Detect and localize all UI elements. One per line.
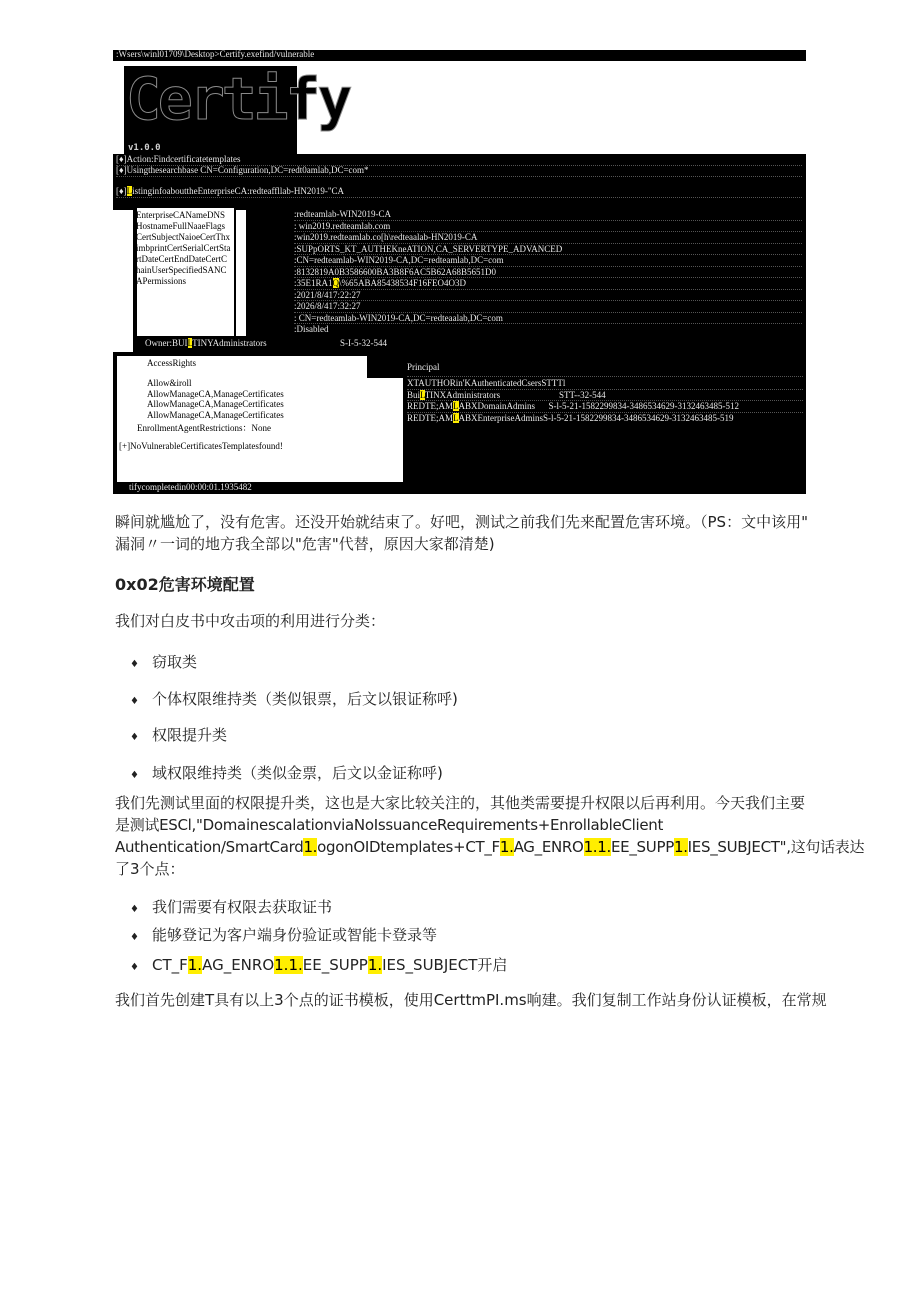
ca-value: :Disabled [294, 324, 329, 334]
principal-row: REDTE;AMLABXEnterpriseAdminsS-l-5-21-1582299834-3486534629-3132463485-519 [407, 412, 734, 423]
paragraph-esc1-line2: 是测试ESCl,"DomainescalationviaNoIssuanceRequirements+EnrollableClient [115, 816, 664, 834]
ca-label: imbprintCertSerialCertSta [136, 243, 231, 253]
terminal-path-bar [113, 50, 806, 61]
right-entry: Allow&iroll [147, 378, 192, 388]
search-base-line: [♦]Usingthesearchbase CN=Configuration,DC=redt0amlab,DC=com* [116, 165, 802, 177]
bullet-diamond-icon: ♦ [130, 659, 139, 670]
completed-text: tifycompletedin00:00:01.1935482 [129, 482, 252, 492]
ca-value: :win2019.redteamlab.co[h\redteaalab-HN2019-CA [294, 232, 802, 244]
ca-value: :SUPpORTS_KT_AUTHEKneATION,CA_SERVERTYPE_ADVANCED [294, 244, 802, 256]
right-entry: AllowManageCA,ManageCertificates [147, 409, 284, 420]
list-item: ♦ 我们需要有权限去获取证书 [130, 898, 333, 916]
principal-row: REDTE;AMLABXDomainAdmins S-l-5-21-1582299834-3486534629-3132463485-512 [407, 401, 803, 413]
access-rights-panel [113, 352, 405, 482]
paragraph-classification: 我们对白皮书中攻击项的利用进行分类： [115, 612, 386, 630]
principal-header: Principal [407, 358, 803, 377]
listing-prefix: [♦] [116, 186, 127, 196]
ca-value: : CN=redteamlab-WIN2019-CA,DC=redteaalab,DC=com [294, 313, 802, 325]
paragraph-intro-line2: 漏洞〃一词的地方我全部以"危害"代替，原因大家都清楚) [115, 535, 495, 553]
access-rights-header: AccessRights [147, 358, 196, 368]
listing-highlight: L [126, 186, 133, 196]
ca-value: :8132819A0B3586600BA3B8F6AC5B62A68B5651D0 [294, 267, 802, 279]
principal-row: BuiLTINXAdministrators STT--32-544 [407, 390, 803, 402]
paragraph-intro-line1: 瞬间就尴尬了，没有危害。还没开始就结束了。好吧，测试之前我们先来配置危害环境。（PS：文中该用" [115, 513, 808, 531]
ca-label: hainUserSpecifiedSANC [136, 265, 227, 275]
bullet-diamond-icon: ♦ [130, 732, 139, 743]
section-heading: 0x02危害环境配置 [115, 575, 255, 594]
ca-values-list [294, 209, 802, 335]
bullet-diamond-icon: ♦ [130, 770, 139, 781]
ca-value: :2021/8/417:22:27 [294, 290, 802, 302]
ca-value-serial: :35E1RA1Q\%65ABA85438534F16FEO4O3D [294, 278, 802, 290]
owner-row [133, 336, 806, 352]
list-item: ♦ CT_F1.AG_ENRO1.1.EE_SUPP1.IES_SUBJECT开启 [130, 956, 508, 974]
no-vulnerable-message: [+]NoVulnerableCertificatesTemplatesfound! [119, 441, 283, 451]
version-label: v1.0.0 [128, 143, 161, 153]
listing-line [116, 186, 802, 198]
ca-value: :CN=redteamlab-WIN2019-CA,DC=redteamlab,DC=com [294, 255, 802, 267]
list-item: ♦ 域权限维持类（类似金票，后文以金证称呼) [130, 764, 443, 782]
certify-logo [124, 65, 350, 156]
ca-label: APermissions [136, 276, 187, 286]
paragraph-esc1-line3: Authentication/SmartCard1.ogonOIDtemplates+CT_F1.AG_ENRO1.1.EE_SUPP1.IES_SUBJECT",这句话表达 [115, 838, 865, 856]
ca-value: : win2019.redteamlab.com [294, 221, 802, 233]
principals-list [407, 378, 803, 423]
owner-highlight: L [187, 338, 193, 348]
ca-values-panel [246, 208, 806, 352]
list-item: ♦ 窃取类 [130, 653, 198, 671]
list-item: ♦ 个体权限维持类（类似银票，后文以银证称呼) [130, 690, 458, 708]
paragraph-esc1-line4: 了3个点： [115, 860, 185, 878]
certify-logo-text: Certify [126, 65, 350, 133]
paragraph-create-template: 我们首先创建T具有以上3个点的证书模板，使用CerttmPI.ms响建。我们复制工作站身份认证模板，在常规 [115, 991, 827, 1009]
owner-sid: S-I-5-32-544 [340, 338, 387, 348]
serial-highlight: Q [332, 278, 340, 288]
bullet-diamond-icon: ♦ [130, 904, 139, 915]
owner-line: Owner:BUILTINYAdministrators [145, 338, 267, 348]
bullet-diamond-icon: ♦ [130, 696, 139, 707]
ca-label: CertSubjectNaioeCertThx [136, 232, 230, 242]
listing-rest: istinginfoabouttheEnterpriseCA:redteaffllab-HN2019-"CA [132, 186, 345, 196]
list-item: ♦ 权限提升类 [130, 726, 228, 744]
right-entry: AllowManageCA,ManageCertificates [147, 388, 284, 399]
principal-panel [403, 352, 806, 482]
paragraph-esc1-line1: 我们先测试里面的权限提升类，这也是大家比较关注的，其他类需要提升权限以后再利用。今天我们主要 [115, 794, 806, 812]
rights-list [147, 378, 284, 420]
bullet-diamond-icon: ♦ [130, 932, 139, 943]
ca-value: :redteamlab-WIN2019-CA [294, 209, 802, 221]
ca-label: HostnameFullNaaeFlags [136, 221, 225, 231]
ca-label: EnterpriseCANameDNS [136, 210, 225, 220]
ca-value: :2026/8/417:32:27 [294, 301, 802, 313]
action-line: [♦]Action:Findcertificatetemplates [116, 154, 802, 166]
terminal-command: :Wsers\winl01709\Desktop>Certify.exefind/vulnerable [116, 49, 315, 59]
terminal-header-block [113, 154, 806, 210]
principal-row: XTAUTHORin'KAuthenticatedCsersSTTTl [407, 378, 803, 390]
enrollment-restrictions: EnrollmentAgentRestrictions：None [137, 423, 271, 433]
list-item: ♦ 能够登记为客户端身份验证或智能卡登录等 [130, 926, 438, 944]
ca-labels-list [136, 210, 230, 287]
completed-bar [113, 482, 806, 494]
right-entry: AllowManageCA,ManageCertificates [147, 399, 284, 409]
ca-label: rtDateCertEndDateCertC [136, 254, 227, 264]
ca-labels-panel [133, 208, 236, 338]
bullet-diamond-icon: ♦ [130, 962, 139, 973]
